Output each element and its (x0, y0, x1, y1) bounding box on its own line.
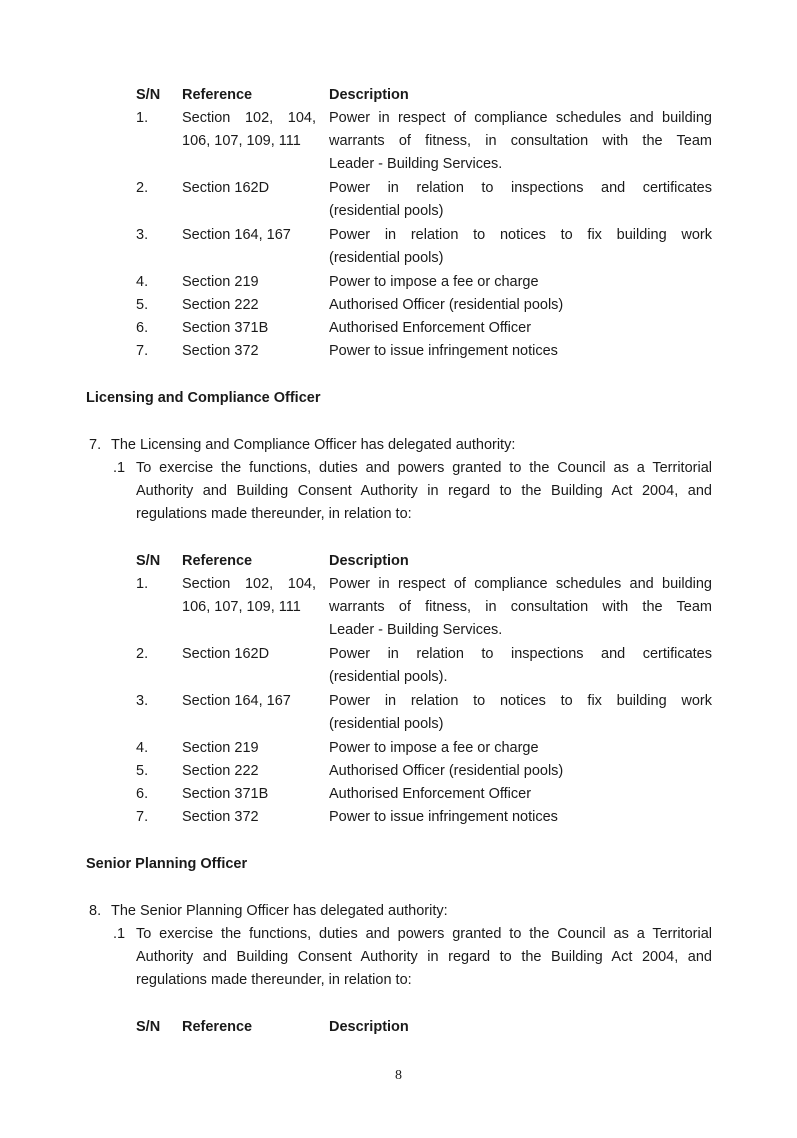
row-description: Authorised Officer (residential pools) (329, 297, 564, 313)
header-sn: S/N (136, 1019, 161, 1035)
header-reference: Reference (182, 1019, 253, 1035)
row-sn: 4. (136, 274, 149, 290)
row-reference: Section 162D (182, 180, 270, 196)
row-sn: 7. (136, 809, 149, 825)
header-description: Description (329, 87, 409, 103)
row-sn: 2. (136, 180, 149, 196)
row-reference: Section 372 (182, 343, 259, 359)
row-sn: 6. (136, 786, 149, 802)
row-reference: Section 102, 104, (182, 110, 316, 126)
row-description: Power in relation to inspections and certificates (329, 180, 712, 196)
table-row (0, 646, 797, 692)
row-reference: Section 164, 167 (182, 693, 291, 709)
row-reference: Section 372 (182, 809, 259, 825)
row-reference: Section 222 (182, 297, 259, 313)
row-sn: 2. (136, 646, 149, 662)
table-row (0, 763, 797, 786)
table-row (0, 576, 797, 645)
row-sn: 1. (136, 110, 149, 126)
header-description: Description (329, 1019, 409, 1035)
header-reference: Reference (182, 87, 253, 103)
item-number: 8. (89, 903, 102, 919)
table3-header (0, 1019, 797, 1042)
row-reference: Section 222 (182, 763, 259, 779)
table-row (0, 297, 797, 320)
row-description: Power in relation to notices to fix building work (329, 227, 712, 243)
row-description: (residential pools) (329, 203, 444, 219)
header-description: Description (329, 553, 409, 569)
row-description: Power to impose a fee or charge (329, 274, 539, 290)
table-row (0, 343, 797, 366)
table-row (0, 320, 797, 343)
table-row (0, 274, 797, 297)
section-heading: Licensing and Compliance Officer (86, 390, 321, 406)
table-row (0, 693, 797, 739)
sub-item-text: Authority and Building Consent Authority in regard to the Building Act 2004, and (136, 949, 712, 965)
row-reference: Section 164, 167 (182, 227, 291, 243)
sub-item-text: regulations made thereunder, in relation to: (136, 972, 412, 988)
row-sn: 1. (136, 576, 149, 592)
sub-item-number: .1 (113, 926, 126, 942)
row-description: (residential pools) (329, 716, 444, 732)
sub-item-text: To exercise the functions, duties and powers granted to the Council as a Territorial (136, 460, 712, 476)
header-reference: Reference (182, 553, 253, 569)
row-description: Power in relation to inspections and certificates (329, 646, 712, 662)
sub-item-number: .1 (113, 460, 126, 476)
table-row (0, 740, 797, 763)
row-reference: Section 371B (182, 786, 269, 802)
row-description: (residential pools). (329, 669, 448, 685)
header-sn: S/N (136, 553, 161, 569)
table-row (0, 786, 797, 809)
row-sn: 5. (136, 297, 149, 313)
row-description: warrants of fitness, in consultation with the Team (329, 599, 712, 615)
sub-item-text: regulations made thereunder, in relation to: (136, 506, 412, 522)
row-sn: 3. (136, 227, 149, 243)
row-sn: 7. (136, 343, 149, 359)
row-description: (residential pools) (329, 250, 444, 266)
row-description: Power to issue infringement notices (329, 809, 558, 825)
row-reference-cont: 106, 107, 109, 111 (182, 599, 301, 615)
row-reference-cont: 106, 107, 109, 111 (182, 133, 301, 149)
row-reference: Section 102, 104, (182, 576, 316, 592)
row-description: Power to issue infringement notices (329, 343, 558, 359)
row-description: Power in respect of compliance schedules and building (329, 576, 712, 592)
row-description: Authorised Enforcement Officer (329, 786, 532, 802)
row-sn: 5. (136, 763, 149, 779)
table-row (0, 180, 797, 226)
row-sn: 6. (136, 320, 149, 336)
table-row (0, 227, 797, 273)
row-reference: Section 219 (182, 740, 259, 756)
row-description: Authorised Officer (residential pools) (329, 763, 564, 779)
row-reference: Section 219 (182, 274, 259, 290)
table-row (0, 809, 797, 832)
row-description: Authorised Enforcement Officer (329, 320, 532, 336)
header-sn: S/N (136, 87, 161, 103)
section-heading: Senior Planning Officer (86, 856, 248, 872)
table-row (0, 110, 797, 179)
row-description: Power in relation to notices to fix building work (329, 693, 712, 709)
sub-item-text: To exercise the functions, duties and powers granted to the Council as a Territorial (136, 926, 712, 942)
item-number: 7. (89, 437, 102, 453)
row-description: Power in respect of compliance schedules and building (329, 110, 712, 126)
row-description: Leader - Building Services. (329, 156, 503, 172)
page-number: 8 (395, 1068, 402, 1083)
item-text: The Licensing and Compliance Officer has delegated authority: (111, 437, 516, 453)
row-sn: 3. (136, 693, 149, 709)
table1-header (0, 87, 797, 110)
row-reference: Section 371B (182, 320, 269, 336)
sub-item-text: Authority and Building Consent Authority in regard to the Building Act 2004, and (136, 483, 712, 499)
item-text: The Senior Planning Officer has delegated authority: (111, 903, 448, 919)
table2-header (0, 553, 797, 576)
row-description: Power to impose a fee or charge (329, 740, 539, 756)
row-sn: 4. (136, 740, 149, 756)
row-description: Leader - Building Services. (329, 622, 503, 638)
row-description: warrants of fitness, in consultation with the Team (329, 133, 712, 149)
row-reference: Section 162D (182, 646, 270, 662)
